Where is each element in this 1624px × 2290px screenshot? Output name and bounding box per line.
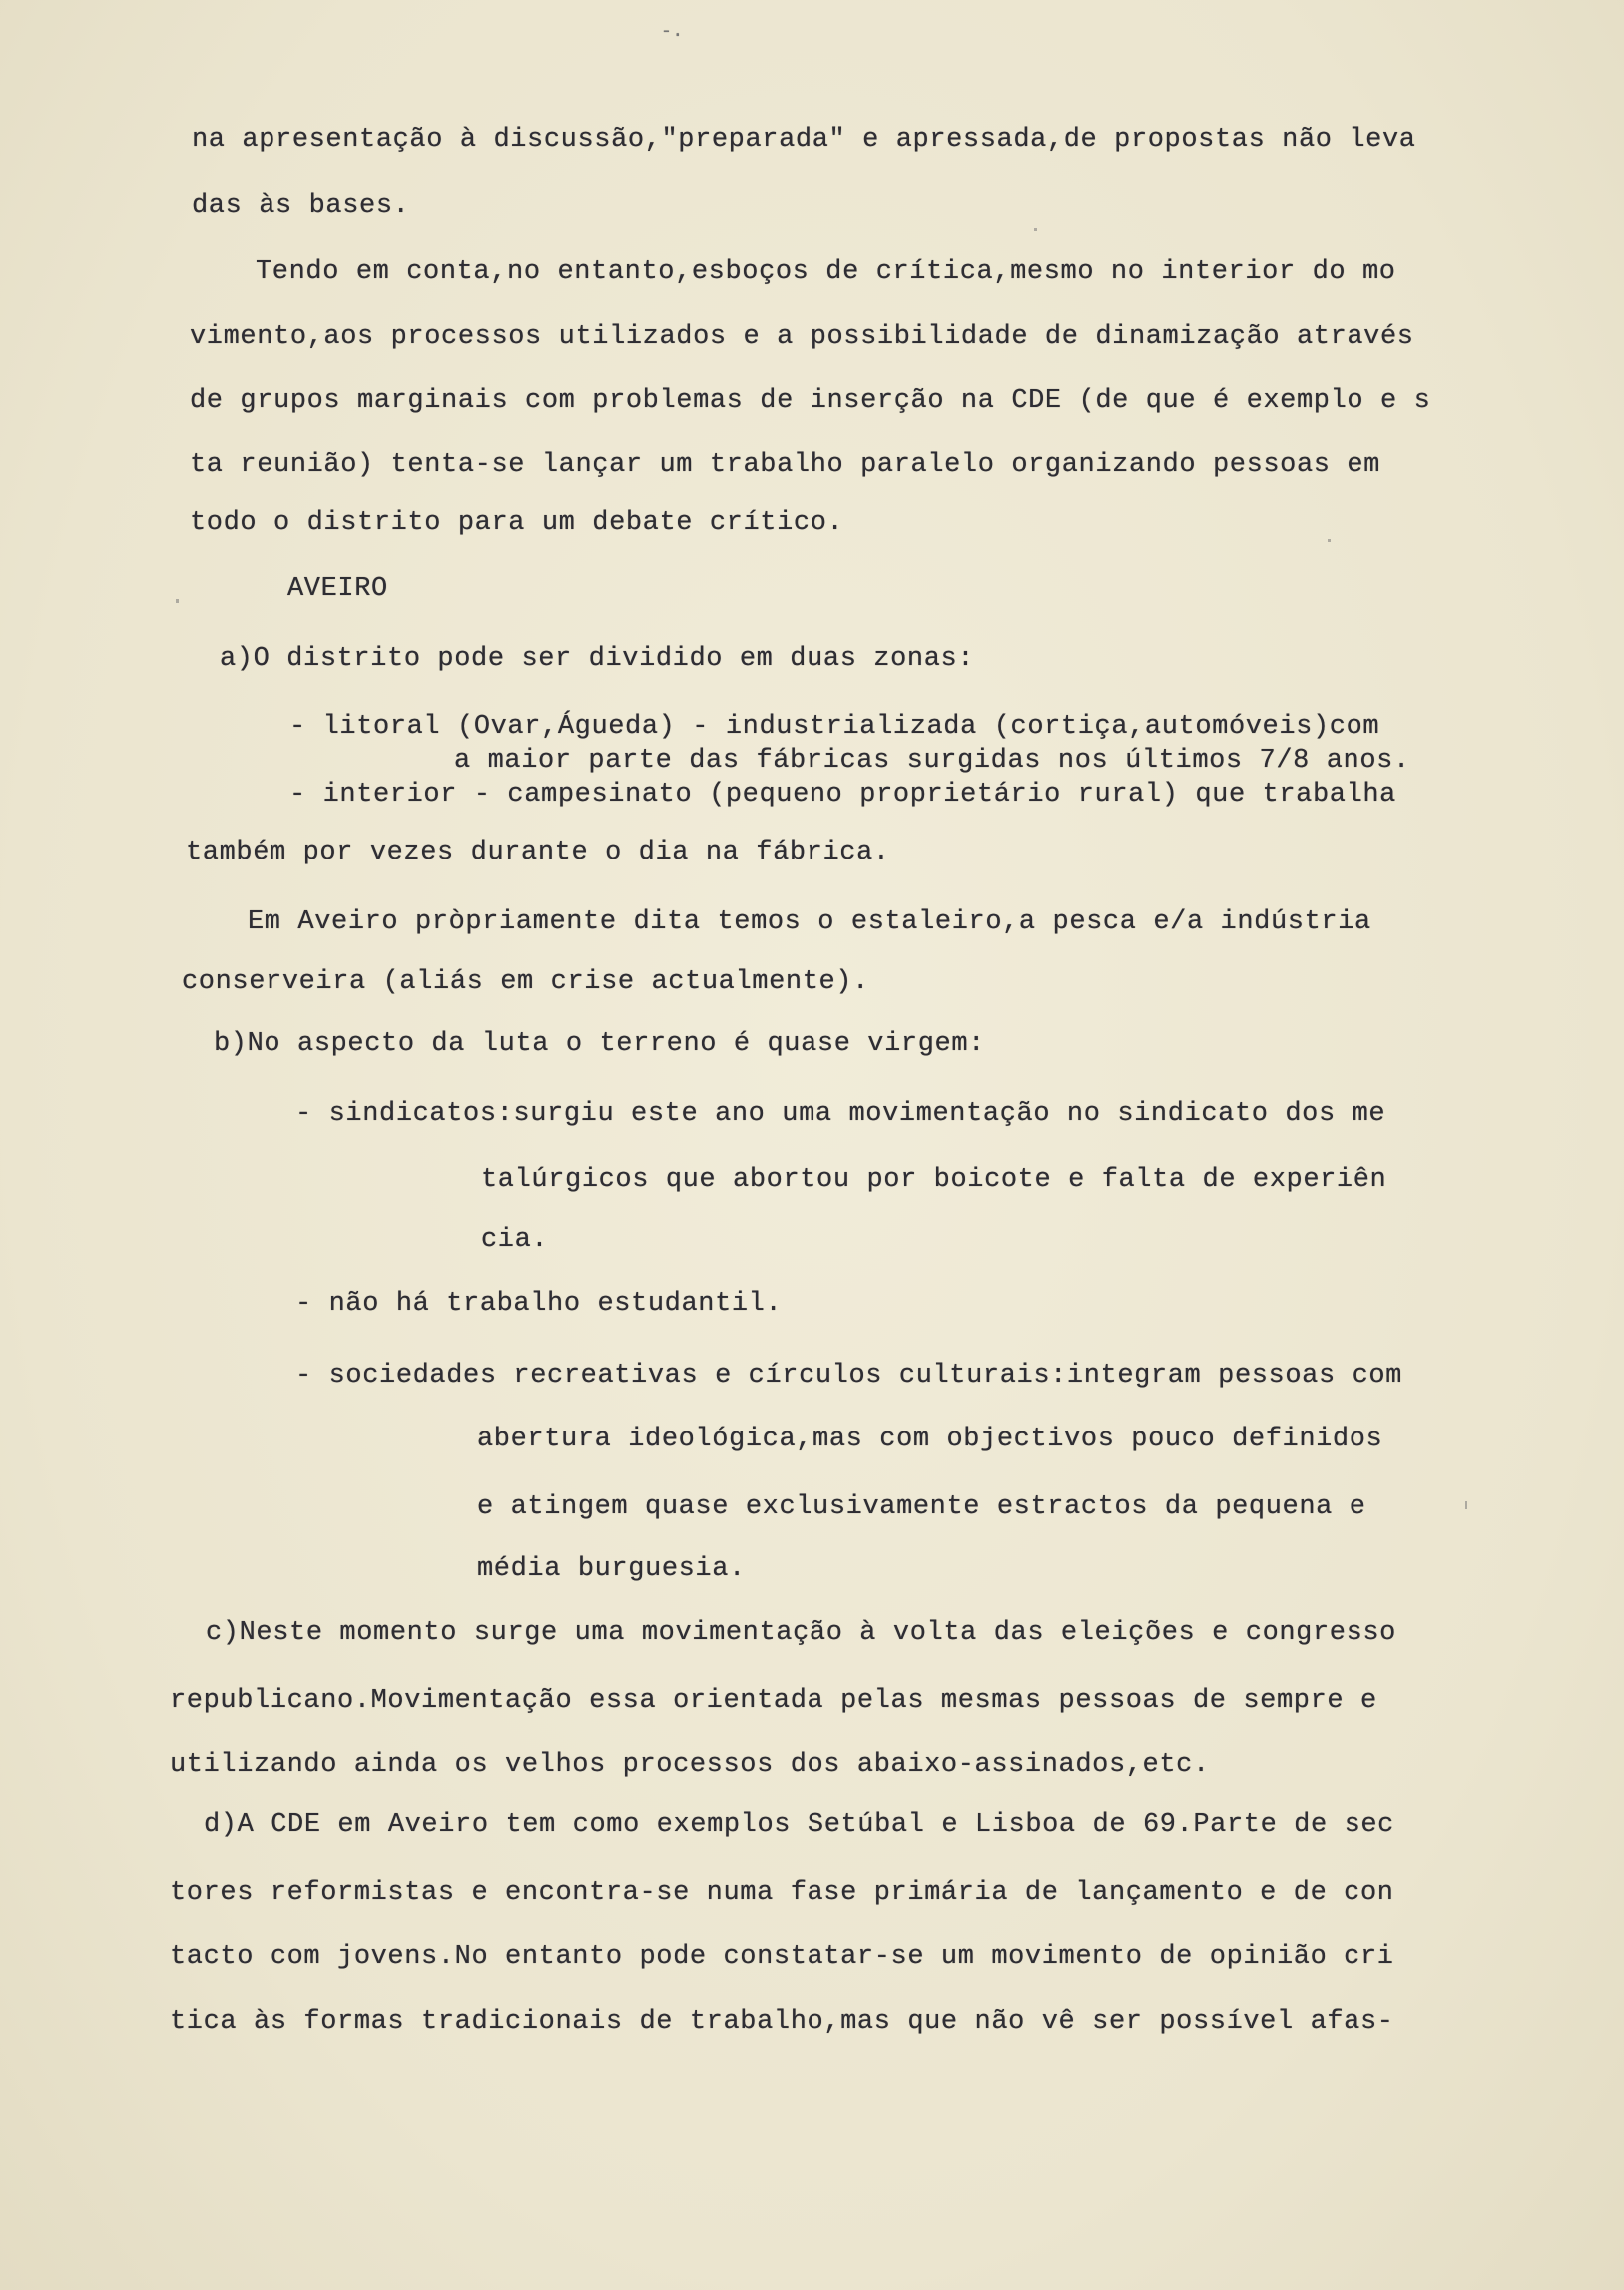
text-line: tacto com jovens.No entanto pode constatar-se um movimento de opinião cri (170, 1942, 1394, 1972)
text-line: Tendo em conta,no entanto,esboços de crítica,mesmo no interior do mo (256, 257, 1396, 286)
text-line: talúrgicos que abortou por boicote e falta de experiên (481, 1165, 1387, 1195)
text-line: republicano.Movimentação essa orientada pelas mesmas pessoas de sempre e (170, 1686, 1377, 1716)
text-line: d)A CDE em Aveiro tem como exemplos Setúbal e Lisboa de 69.Parte de sec (204, 1810, 1394, 1840)
text-line: média burguesia. (477, 1554, 746, 1584)
text-line: c)Neste momento surge uma movimentação à volta das eleições e congresso (206, 1618, 1396, 1648)
section-heading: AVEIRO (287, 574, 388, 604)
text-line: de grupos marginais com problemas de inserção na CDE (de que é exemplo e s (190, 386, 1431, 416)
text-line: das às bases. (192, 191, 410, 221)
paper-speck (1034, 228, 1037, 231)
text-line: utilizando ainda os velhos processos dos abaixo-assinados,etc. (170, 1750, 1210, 1780)
text-line: conserveira (aliás em crise actualmente). (182, 967, 869, 997)
text-line: na apresentação à discussão,"preparada" e apressada,de propostas não leva (192, 125, 1416, 155)
text-line: também por vezes durante o dia na fábrica. (186, 838, 890, 867)
text-line: tores reformistas e encontra-se numa fase primária de lançamento e de con (170, 1878, 1394, 1908)
text-line: e atingem quase exclusivamente estractos da pequena e (477, 1492, 1366, 1522)
text-line: vimento,aos processos utilizados e a possibilidade de dinamização através (190, 322, 1414, 352)
text-line: b)No aspecto da luta o terreno é quase virgem: (214, 1029, 985, 1059)
text-line: abertura ideológica,mas com objectivos pouco definidos (477, 1425, 1383, 1454)
top-mark: -. (661, 22, 684, 42)
paper-speck (1465, 1501, 1467, 1509)
text-line: todo o distrito para um debate crítico. (190, 508, 844, 538)
text-line: - não há trabalho estudantil. (295, 1289, 783, 1319)
text-line: a maior parte das fábricas surgidas nos últimos 7/8 anos. (454, 746, 1410, 776)
text-line: - interior - campesinato (pequeno proprietário rural) que trabalha (289, 780, 1396, 810)
paper-speck (1328, 539, 1331, 542)
text-line: - sindicatos:surgiu este ano uma movimentação no sindicato dos me (295, 1099, 1386, 1129)
paper-speck (176, 599, 179, 603)
text-line: cia. (481, 1225, 549, 1255)
text-line: ta reunião) tenta-se lançar um trabalho paralelo organizando pessoas em (190, 450, 1380, 480)
text-line: a)O distrito pode ser dividido em duas zonas: (220, 644, 975, 674)
text-line: - sociedades recreativas e círculos culturais:integram pessoas com (295, 1361, 1402, 1391)
text-line: - litoral (Ovar,Águeda) - industrializada (cortiça,automóveis)com (289, 712, 1380, 742)
text-line: Em Aveiro pròpriamente dita temos o estaleiro,a pesca e/a indústria (248, 907, 1371, 937)
text-line: tica às formas tradicionais de trabalho,mas que não vê ser possível afas- (170, 2007, 1394, 2037)
